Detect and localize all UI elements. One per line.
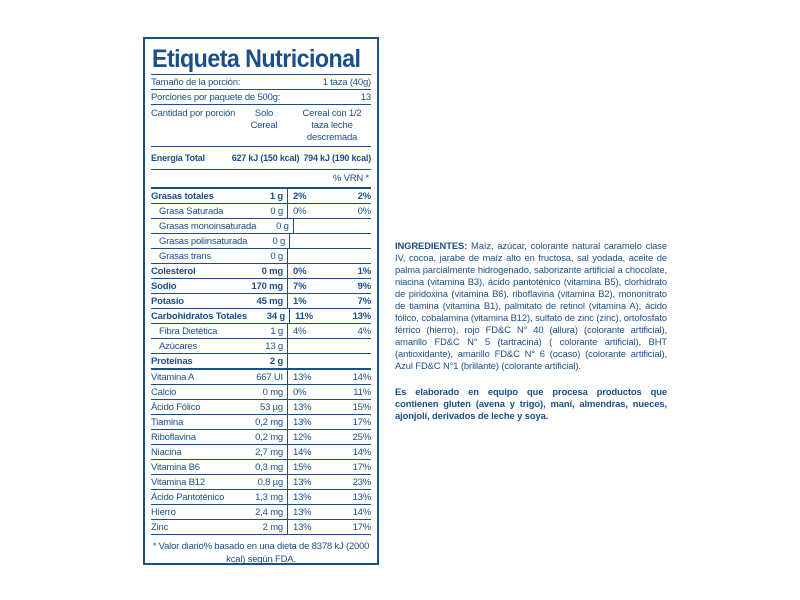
footnote: * Valor diario% basado en una dieta de 8378 kJ (2000 kcal) según FDA. [152, 541, 370, 565]
nutrient-row [151, 279, 371, 294]
nutrient-amount: 34 g [247, 309, 290, 323]
percent-cereal: 13% [293, 506, 312, 518]
amount-header [151, 105, 371, 146]
nutrient-row [151, 204, 371, 219]
nutrient-row [151, 354, 371, 368]
percent-milk: 17% [352, 416, 371, 428]
percent-milk: 14% [352, 446, 371, 458]
percent-cereal: 13% [293, 416, 312, 428]
nutrient-row [151, 309, 371, 324]
percent-milk: 13% [352, 491, 371, 503]
vitamin-row [151, 430, 371, 445]
nutrient-name: Azúcares [159, 340, 198, 352]
vitamin-row [151, 385, 371, 400]
vitamin-row [151, 460, 371, 475]
serving-size-label: Tamaño de la porción: [151, 76, 241, 88]
nutrient-name: Carbohidratos Totales [151, 310, 247, 322]
ingredients-block [395, 240, 667, 422]
percent-cereal: 1% [293, 295, 307, 307]
allergen-statement: Es elaborado en equipo que procesa productos que contienen gluten (avena y trigo), maní, almendras, nueces, ajonjolí, derivados de leche y soya. [395, 386, 667, 421]
percent-cereal: 13% [293, 371, 312, 383]
nutrient-name: Vitamina B6 [151, 461, 200, 473]
servings-row [151, 90, 371, 104]
ingredients-text: Maíz, azúcar, colorante natural caramelo clase IV, cocoa, jarabe de maíz alto en fructosa, sal yodada, aceite de palma parcialmente hidrogenado, saborizante artificial a chocolate, niacina (vitamina B3), ácido pantoténico (vitamina B5), clorhidrato de piridoxina (vitamina B6), riboflavina (vitamina B2), mononitrato de tiamina (vitamina B1), palmitato de retinol (vitamina A), ácido fólico, cobalamina (vitamina B12), sulfato de zinc (zinc), ortofosfato férrico (hierro), rojo FD&C N° 40 (allura) (colorante artificial), amarillo FD&C N° 5 (tartracina) ( colorante artificial), BHT (antioxidante), amarillo FD&C N° 6 (ocaso) (colorante artificial), Azul FD&C N°1 (brillante) (colorante artificial). [395, 240, 667, 371]
nutrient-name: Colesterol [151, 265, 196, 277]
nutrient-row [151, 189, 371, 204]
nutrient-amount: 53 µg [242, 400, 288, 414]
percent-milk: 0% [357, 205, 371, 217]
percent-milk: 1% [357, 265, 371, 277]
nutrient-amount: 45 mg [242, 294, 288, 308]
nutrient-name: Grasa Saturada [159, 205, 224, 217]
vrn-row [151, 170, 371, 187]
percent-milk: 25% [352, 431, 371, 443]
percent-cereal: 0% [293, 265, 307, 277]
percent-milk: 23% [352, 476, 371, 488]
percent-cereal: 15% [293, 461, 312, 473]
nutrient-name: Vitamina A [151, 371, 195, 383]
vitamin-row [151, 490, 371, 505]
nutrient-row [151, 264, 371, 279]
energy-row [151, 147, 371, 169]
percent-cereal: 13% [293, 521, 312, 533]
nutrient-row [151, 324, 371, 339]
nutrient-row [151, 294, 371, 309]
percent-cereal: 14% [293, 446, 312, 458]
nutrient-amount: 0,2 mg [242, 430, 288, 444]
nutrient-amount: 0 g [247, 234, 290, 248]
nutrient-amount: 667 UI [242, 370, 288, 384]
percent-cereal: 13% [293, 491, 312, 503]
nutrient-row [151, 339, 371, 354]
percent-cereal: 0% [293, 386, 307, 398]
nutrient-name: Grasas totales [151, 190, 214, 202]
nutrient-name: Calcio [151, 386, 177, 398]
percent-milk: 14% [352, 371, 371, 383]
servings-value: 13 [360, 91, 371, 103]
nutrient-name: Sodio [151, 280, 177, 292]
percent-cereal: 7% [293, 280, 307, 292]
nutrient-amount: 1 g [242, 189, 288, 203]
nutrient-row [151, 219, 371, 234]
nutrient-name: Tiamina [151, 416, 184, 428]
percent-cereal: 11% [295, 310, 313, 322]
nutrient-name: Proteínas [151, 355, 193, 367]
vitamin-row [151, 475, 371, 490]
percent-milk: 2% [357, 190, 371, 202]
percent-milk: 11% [353, 386, 371, 398]
percent-milk: 13% [352, 310, 371, 322]
nutrition-facts-panel [143, 37, 379, 565]
percent-cereal: 13% [293, 476, 312, 488]
percent-cereal: 13% [293, 401, 312, 413]
nutrient-name: Vitamina B12 [151, 476, 205, 488]
servings-label: Porciones por paquete de 500g: [151, 91, 281, 103]
nutrient-name: Grasas poliinsaturada [159, 235, 248, 247]
vrn-label: % VRN * [332, 173, 369, 184]
nutrient-amount: 0,2 mg [242, 415, 288, 429]
nutrient-name: Zinc [151, 521, 169, 533]
nutrient-amount: 2 g [242, 354, 288, 368]
nutrient-amount: 1 g [242, 324, 288, 338]
label-title: Etiqueta Nutricional [152, 45, 361, 73]
nutrient-name: Grasas trans [159, 250, 211, 262]
nutrient-amount: 2 mg [242, 520, 288, 534]
nutrient-amount: 0 g [256, 219, 294, 233]
percent-milk: 7% [357, 295, 371, 307]
ingredients-paragraph [395, 240, 667, 372]
nutrient-amount: 0 mg [242, 385, 288, 399]
nutrient-name: Grasas monoinsaturada [159, 220, 257, 232]
percent-cereal: 0% [293, 205, 307, 217]
percent-cereal: 4% [293, 325, 307, 337]
percent-milk: 4% [357, 325, 371, 337]
nutrient-amount: 2,7 mg [242, 445, 288, 459]
amount-label: Cantidad por porción [151, 108, 236, 119]
serving-size-value: 1 taza (40g) [322, 76, 371, 88]
ingredients-heading: INGREDIENTES: [395, 240, 468, 251]
vitamin-row [151, 445, 371, 460]
col-cereal-header: Solo Cereal [250, 108, 278, 131]
vitamin-row [151, 505, 371, 520]
percent-milk: 17% [352, 521, 371, 533]
nutrient-amount: 0,8 µg [242, 475, 288, 489]
nutrient-amount: 1,3 mg [242, 490, 288, 504]
nutrient-name: Potasio [151, 295, 184, 307]
nutrient-amount: 0 mg [242, 264, 288, 278]
nutrient-row [151, 249, 371, 264]
nutrient-name: Ácido Pantoténico [151, 491, 225, 503]
nutrient-row [151, 234, 371, 249]
col-milk-header: Cereal con 1/2 taza leche descremada [302, 108, 362, 143]
nutrient-amount: 0,3 mg [242, 460, 288, 474]
serving-size-row [151, 75, 371, 89]
nutrient-amount: 2,4 mg [242, 505, 288, 519]
nutrient-amount: 13 g [242, 339, 288, 353]
percent-cereal: 12% [293, 431, 312, 443]
vitamin-row [151, 520, 371, 534]
vitamin-row [151, 370, 371, 385]
energy-milk: 794 kJ (190 kcal) [303, 152, 371, 163]
vitamin-row [151, 400, 371, 415]
percent-milk: 9% [357, 280, 371, 292]
percent-milk: 15% [352, 401, 371, 413]
nutrient-amount: 0 g [242, 204, 288, 218]
nutrient-name: Niacina [151, 446, 182, 458]
nutrient-table [151, 189, 371, 368]
percent-milk: 17% [352, 461, 371, 473]
nutrient-name: Fibra Dietética [159, 325, 218, 337]
nutrient-name: Hierro [151, 506, 176, 518]
vitamin-row [151, 415, 371, 430]
nutrient-name: Riboflavina [151, 431, 196, 443]
nutrient-amount: 170 mg [242, 279, 288, 293]
nutrient-name: Ácido Fólico [151, 401, 201, 413]
energy-cereal: 627 kJ (150 kcal) [231, 152, 300, 163]
nutrient-amount: 0 g [242, 249, 288, 263]
vitamin-table [151, 370, 371, 534]
percent-milk: 14% [352, 506, 371, 518]
energy-label: Energía Total [151, 152, 205, 163]
percent-cereal: 2% [293, 190, 307, 202]
